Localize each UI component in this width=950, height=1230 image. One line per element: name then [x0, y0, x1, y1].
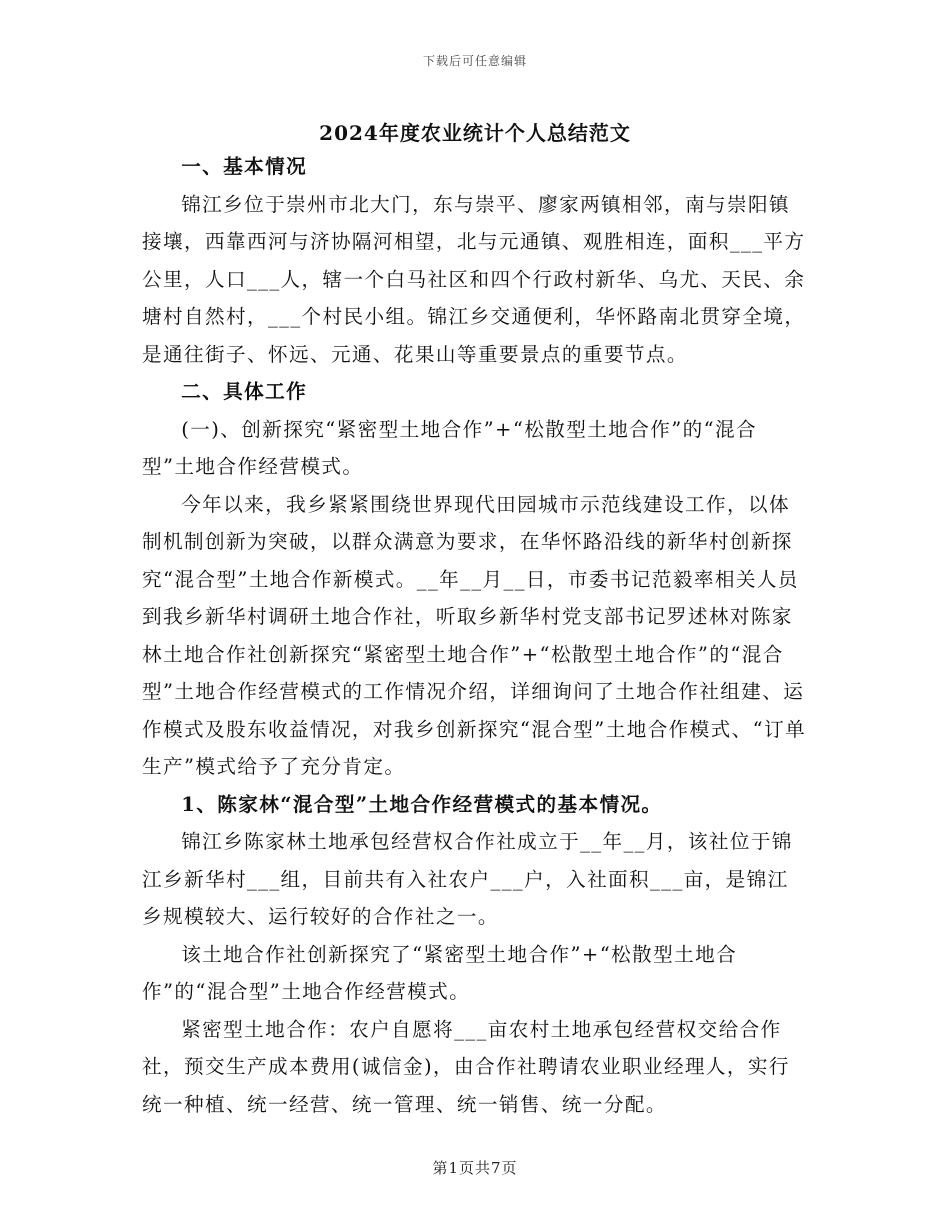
paragraph: 锦江乡位于崇州市北大门，东与崇平、廖家两镇相邻，南与崇阳镇接壤，西靠西河与济协隔河相望，北与元通镇、观胜相连，面积___平方公里，人口___人，辖一个白马社区和四个行政村新华、乌尤、天民、余塘村自然村，___个村民小组。锦江乡交通便利，华怀路南北贯穿全境，是通往街子、怀远、元通、花果山等重要景点的重要节点。: [142, 192, 806, 366]
subsection-heading: 1、陈家林“混合型”土地合作经营模式的基本情况。: [181, 792, 663, 816]
paragraph: 该土地合作社创新探究了“紧密型土地合作”+“松散型土地合作”的“混合型”土地合作经营模式。: [142, 942, 738, 1003]
paragraph: (一)、创新探究“紧密型土地合作”+“松散型土地合作”的“混合型”土地合作经营模式。: [142, 417, 758, 478]
paragraph: 锦江乡陈家林土地承包经营权合作社成立于__年__月，该社位于锦江乡新华村___组，目前共有入社农户___户，入社面积___亩，是锦江乡规模较大、运行较好的合作社之一。: [142, 830, 793, 928]
paragraph: 紧密型土地合作：农户自愿将___亩农村土地承包经营权交给合作社，预交生产成本费用(诚信金)，由合作社聘请农业职业经理人，实行统一种植、统一经营、统一管理、统一销售、统一分配。: [142, 1017, 790, 1116]
paragraph: 今年以来，我乡紧紧围绕世界现代田园城市示范线建设工作，以体制机制创新为突破，以群众满意为要求，在华怀路沿线的新华村创新探究“混合型”土地合作新模式。__年__月__日，市委书记范毅率相关人员到我乡新华村调研土地合作社，听取乡新华村党支部书记罗述林对陈家林土地合作社创新探究“紧密型土地合作”+“松散型土地合作”的“混合型”土地合作经营模式的工作情况介绍，详细询问了土地合作社组建、运作模式及股东收益情况，对我乡创新探究“混合型”土地合作模式、“订单生产”模式给予了充分肯定。: [142, 492, 807, 778]
page-number: 第1页共7页: [432, 1159, 518, 1177]
page-header-note: 下载后可任意编辑: [422, 54, 527, 68]
section-heading-basic-situation: 一、基本情况: [181, 155, 308, 178]
document-body: [142, 148, 808, 1123]
document-title: 2024年度农业统计个人总结范文: [319, 121, 631, 145]
section-heading-specific-work: 二、具体工作: [181, 380, 308, 403]
